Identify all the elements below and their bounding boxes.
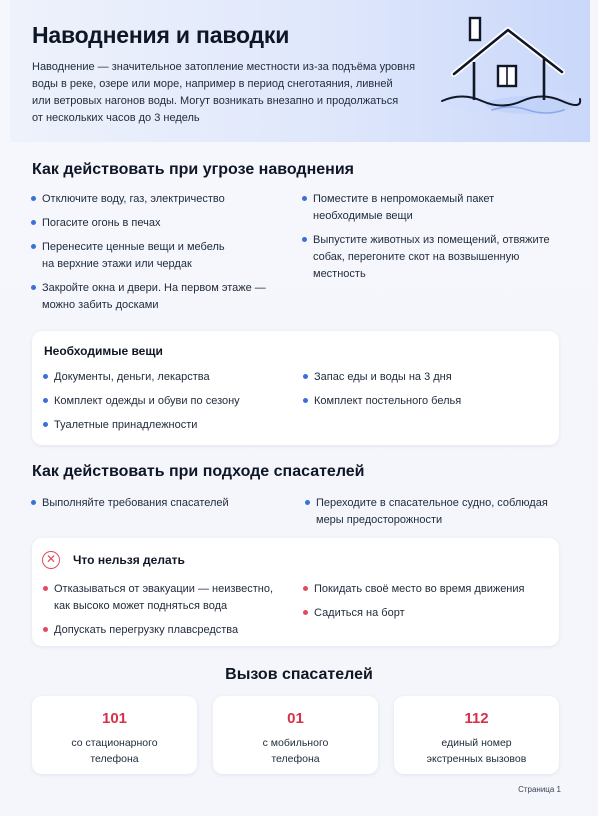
list-item [303, 191, 558, 225]
call-description [213, 735, 378, 767]
list-item-text: Выпустите животных из помещений, отвяжите [313, 234, 550, 246]
call-description-line: телефона [90, 753, 139, 765]
call-description [394, 735, 559, 767]
list-item [306, 495, 561, 529]
call-description-line: телефона [271, 753, 320, 765]
forbidden-list-left [44, 581, 294, 646]
call-description-line: единый номер [441, 737, 512, 749]
list-item: Комплект постельного белья [304, 393, 544, 410]
intro-text [32, 59, 422, 127]
list-item [32, 495, 282, 512]
intro-line: или ветровых нагонов воды. Могут возникать внезапно и продолжаться [32, 95, 399, 107]
call-number: 112 [464, 710, 489, 727]
list-item [44, 622, 294, 639]
x-circle-icon: ✕ [42, 551, 60, 569]
list-item-text: местность [313, 268, 366, 280]
page-title: Наводнения и паводки [32, 22, 290, 48]
essentials-title: Необходимые вещи [44, 344, 163, 358]
forbidden-list-right [304, 581, 544, 629]
list-item-text: необходимые вещи [313, 210, 413, 222]
list-item-text: Погасите огонь в печах [42, 217, 161, 229]
list-item-text: Отказываться от эвакуации — неизвестно, [54, 583, 274, 595]
list-item [32, 215, 282, 232]
list-item-text: на верхние этажи или чердак [42, 258, 192, 270]
call-description-line: со стационарного [71, 737, 158, 749]
list-item-text: Допускать перегрузку плавсредства [54, 624, 239, 636]
threat-list-left [32, 191, 282, 321]
essentials-card [32, 331, 559, 445]
list-item-text: Поместите в непромокаемый пакет [313, 193, 495, 205]
call-description-line: с мобильного [262, 737, 329, 749]
section-title-rescuers: Как действовать при подходе спасателей [32, 463, 365, 480]
header-banner [10, 0, 590, 142]
forbidden-title: Что нельзя делать [73, 553, 185, 567]
list-item-text: Выполняйте требования спасателей [42, 497, 229, 509]
list-item-text: можно забить досками [42, 299, 159, 311]
list-item [32, 239, 282, 273]
house-icon [434, 6, 584, 138]
call-number: 101 [101, 710, 128, 727]
intro-line: Наводнение — значительное затопление местности из-за подъёма уровня [32, 61, 416, 73]
rescuers-list-right [306, 495, 561, 529]
list-item: Комплект одежды и обуви по сезону [44, 393, 294, 410]
list-item: Документы, деньги, лекарства [44, 369, 294, 386]
intro-line: воды в реке, озере или море, например в период снеготаяния, ливней [32, 78, 393, 90]
call-number: 01 [287, 710, 304, 727]
call-card-101 [32, 696, 197, 774]
list-item [32, 191, 282, 208]
call-card-01 [213, 696, 378, 774]
call-description [32, 735, 197, 767]
list-item [44, 581, 294, 615]
section-title-calls: Вызов спасателей [225, 666, 373, 683]
section-title-threat: Как действовать при угрозе наводнения [32, 161, 354, 178]
list-item: Туалетные принадлежности [44, 417, 294, 434]
call-description-line: экстренных вызовов [426, 753, 527, 765]
list-item-text: Закройте окна и двери. На первом этаже — [42, 282, 266, 294]
list-item-text: меры предосторожности [316, 514, 443, 526]
forbidden-card [32, 538, 559, 646]
page-number: Страница 1 [518, 785, 561, 794]
list-item-text: Переходите в спасательное судно, соблюдая [316, 497, 548, 509]
threat-list-right [303, 191, 558, 290]
intro-line: от нескольких часов до 3 недель [32, 112, 200, 124]
list-item: Запас еды и воды на 3 дня [304, 369, 544, 386]
list-item [304, 605, 544, 622]
list-item-text: Отключите воду, газ, электричество [42, 193, 225, 205]
list-item [304, 581, 544, 598]
list-item [303, 232, 558, 283]
list-item-text: как высоко может подняться вода [54, 600, 228, 612]
list-item-text: Садиться на борт [314, 607, 405, 619]
list-item-text: Покидать своё место во время движения [314, 583, 525, 595]
rescuers-list-left [32, 495, 282, 512]
call-card-112 [394, 696, 559, 774]
list-item-text: собак, перегоните скот на возвышенную [313, 251, 520, 263]
essentials-list-left [44, 369, 294, 441]
list-item-text: Перенесите ценные вещи и мебель [42, 241, 225, 253]
list-item [32, 280, 282, 314]
essentials-list-right [304, 369, 544, 417]
